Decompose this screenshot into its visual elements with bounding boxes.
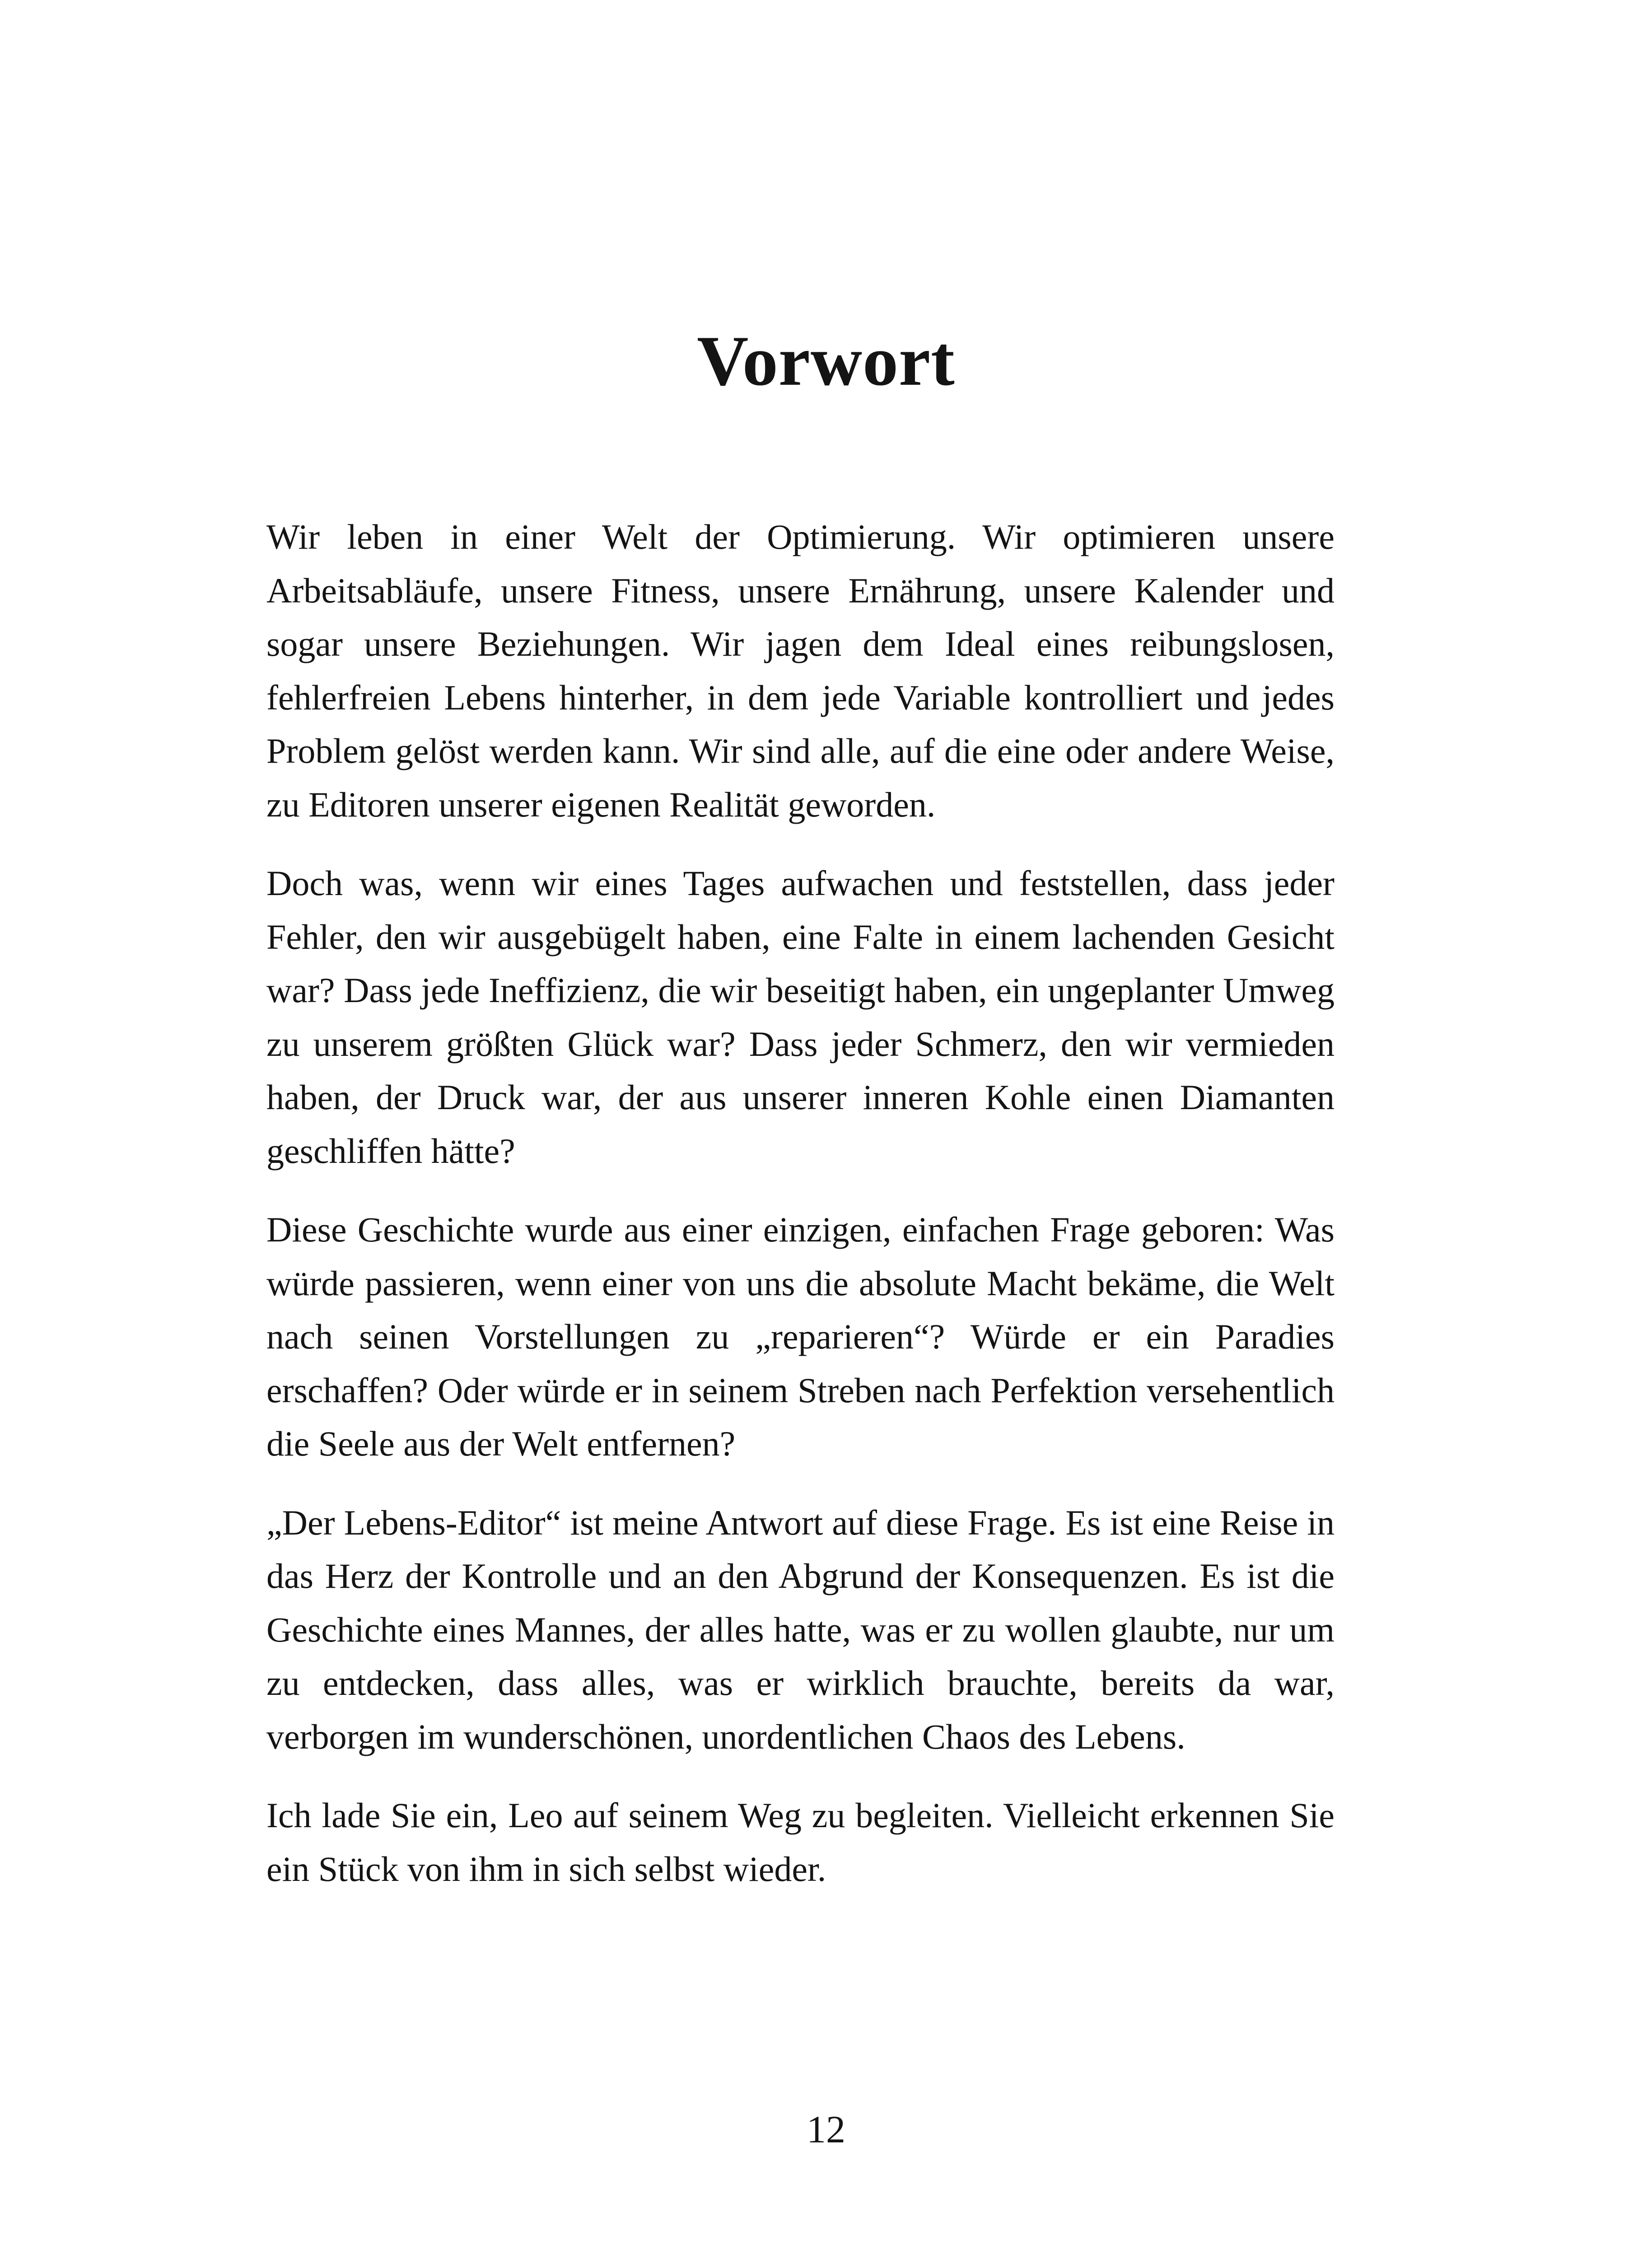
- paragraph-1: Wir leben in einer Welt der Optimierung. Wir optimieren unsere Arbeitsabläufe, unsere Fitness, unsere Ernährung, unsere Kalender und sogar unsere Beziehungen. Wir jagen dem Ideal eines reibungslosen, fehlerfreien Lebens hinterher, in dem jede Variable kontrolliert und jedes Problem gelöst werden kann. Wir sind alle, auf die eine oder andere Weise, zu Editoren unserer eigenen Realität geworden.: [266, 517, 1335, 824]
- paragraph-4: „Der Lebens-Editor“ ist meine Antwort auf diese Frage. Es ist eine Reise in das Herz der Kontrolle und an den Abgrund der Konsequenzen. Es ist die Geschichte eines Mannes, der alles hatte, was er zu wollen glaubte, nur um zu entdecken, dass alles, was er wirklich brauchte, bereits da war, verborgen im wunderschönen, unordentlichen Chaos des Lebens.: [266, 1502, 1335, 1756]
- chapter-title: Vorwort: [697, 322, 955, 401]
- paragraph-5: Ich lade Sie ein, Leo auf seinem Weg zu begleiten. Vielleicht erkennen Sie ein Stück von ihm in sich selbst wieder.: [266, 1796, 1335, 1889]
- body-text: [266, 510, 1335, 1921]
- paragraph-2: Doch was, wenn wir eines Tages aufwachen und feststellen, dass jeder Fehler, den wir ausgebügelt haben, eine Falte in einem lachenden Gesicht war? Dass jede Ineffizienz, die wir beseitigt haben, ein ungeplanter Umweg zu unserem größten Glück war? Dass jeder Schmerz, den wir vermieden haben, der Druck war, der aus unserer inneren Kohle einen Diamanten geschliffen hätte?: [266, 863, 1335, 1171]
- paragraph-3: Diese Geschichte wurde aus einer einzigen, einfachen Frage geboren: Was würde passieren, wenn einer von uns die absolute Macht bekäme, die Welt nach seinen Vorstellungen zu „reparieren“? Würde er ein Paradies erschaffen? Oder würde er in seinem Streben nach Perfektion versehentlich die Seele aus der Welt entfernen?: [266, 1210, 1335, 1463]
- page-number: 12: [807, 2108, 845, 2151]
